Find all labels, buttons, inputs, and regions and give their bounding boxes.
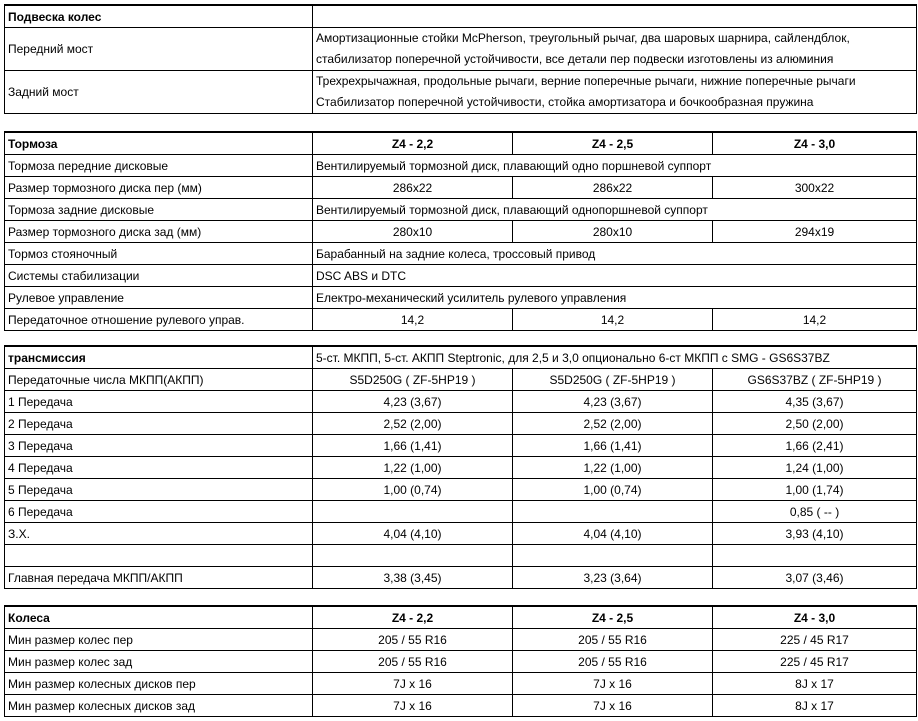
cell-value: 8J x 17 [713, 673, 917, 695]
row-label: Мин размер колесных дисков зад [5, 695, 313, 717]
cell-value: 225 / 45 R17 [713, 651, 917, 673]
table-row [5, 673, 917, 695]
table-row [5, 651, 917, 673]
cell-value: 205 / 55 R16 [313, 629, 513, 651]
cell-value: 3,38 (3,45) [313, 567, 513, 589]
table-row [5, 567, 917, 589]
cell-value: 7J x 16 [513, 673, 713, 695]
front-axle-value: Амортизационные стойки McPherson, треугольный рычаг, два шаровых шарнира, сайлендблок, стабилизатор поперечной устойчивости, все детали пер подвески изготовлены из алюминия [313, 28, 917, 71]
row-label: Передаточное отношение рулевого управ. [5, 309, 313, 331]
cell-value: 1,00 (0,74) [513, 479, 713, 501]
cell-value [513, 545, 713, 567]
transmission-description: 5-ст. МКПП, 5-ст. АКПП Steptronic, для 2,5 и 3,0 опционально 6-ст МКПП с SMG - GS6S37BZ [313, 346, 917, 369]
cell-value: 286x22 [513, 177, 713, 199]
cell-value: 280x10 [513, 221, 713, 243]
table-row [5, 435, 917, 457]
model-header: Z4 - 2,2 [313, 132, 513, 155]
cell-value: 4,35 (3,67) [713, 391, 917, 413]
transmission-title: трансмиссия [5, 346, 313, 369]
cell-value: 3,23 (3,64) [513, 567, 713, 589]
cell-value: 1,24 (1,00) [713, 457, 917, 479]
row-label: Тормоза передние дисковые [5, 155, 313, 177]
row-value: Електро-механический усилитель рулевого управления [313, 287, 917, 309]
empty-cell [313, 5, 917, 28]
row-label: 5 Передача [5, 479, 313, 501]
row-value: Вентилируемый тормозной диск, плавающий одно поршневой суппорт [313, 155, 917, 177]
cell-value: GS6S37BZ ( ZF-5HP19 ) [713, 369, 917, 391]
table-row [5, 391, 917, 413]
table-row [5, 695, 917, 717]
cell-value: 3,07 (3,46) [713, 567, 917, 589]
cell-value: 205 / 55 R16 [313, 651, 513, 673]
cell-value: 225 / 45 R17 [713, 629, 917, 651]
table-row [5, 457, 917, 479]
row-label: Тормоза задние дисковые [5, 199, 313, 221]
rear-axle-label: Задний мост [5, 71, 313, 114]
transmission-table [4, 345, 917, 589]
table-row [5, 629, 917, 651]
cell-value: 7J x 16 [513, 695, 713, 717]
front-axle-label: Передний мост [5, 28, 313, 71]
model-header: Z4 - 2,5 [513, 132, 713, 155]
cell-value: 0,85 ( -- ) [713, 501, 917, 523]
brakes-table [4, 131, 917, 331]
suspension-title: Подвеска колес [5, 5, 313, 28]
row-label: Главная передача МКПП/АКПП [5, 567, 313, 589]
cell-value: 286x22 [313, 177, 513, 199]
cell-value: 280x10 [313, 221, 513, 243]
row-label: Рулевое управление [5, 287, 313, 309]
table-row [5, 177, 917, 199]
wheels-title: Колеса [5, 606, 313, 629]
cell-value: S5D250G ( ZF-5HP19 ) [513, 369, 713, 391]
wheels-table [4, 605, 917, 717]
row-label: 6 Передача [5, 501, 313, 523]
table-row [5, 155, 917, 177]
row-label: Мин размер колес зад [5, 651, 313, 673]
suspension-table [4, 4, 917, 114]
row-label: Размер тормозного диска пер (мм) [5, 177, 313, 199]
cell-value: 3,93 (4,10) [713, 523, 917, 545]
cell-value: 14,2 [713, 309, 917, 331]
table-row [5, 309, 917, 331]
cell-value [313, 501, 513, 523]
cell-value: 205 / 55 R16 [513, 651, 713, 673]
rear-axle-value: Трехрехрычажная, продольные рычаги, верние поперечные рычаги, нижние поперечные рычаги Стабилизатор поперечной устойчивости, стойка амортизатора и бочкообразная пружина [313, 71, 917, 114]
row-value: DSC ABS и DTC [313, 265, 917, 287]
cell-value: 300x22 [713, 177, 917, 199]
cell-value [513, 501, 713, 523]
cell-value: 14,2 [313, 309, 513, 331]
table-row [5, 265, 917, 287]
cell-value: 4,04 (4,10) [313, 523, 513, 545]
cell-value: 4,23 (3,67) [513, 391, 713, 413]
table-row [5, 523, 917, 545]
cell-value [713, 545, 917, 567]
table-row [5, 287, 917, 309]
table-row [5, 221, 917, 243]
row-label: Размер тормозного диска зад (мм) [5, 221, 313, 243]
table-row [5, 369, 917, 391]
row-label: Тормоз стояночный [5, 243, 313, 265]
row-label: 2 Передача [5, 413, 313, 435]
row-label: З.Х. [5, 523, 313, 545]
brakes-title: Тормоза [5, 132, 313, 155]
cell-value: 8J x 17 [713, 695, 917, 717]
cell-value: 7J x 16 [313, 673, 513, 695]
row-label: 4 Передача [5, 457, 313, 479]
cell-value: 4,23 (3,67) [313, 391, 513, 413]
row-label: 1 Передача [5, 391, 313, 413]
model-header: Z4 - 3,0 [713, 132, 917, 155]
cell-value: 1,22 (1,00) [313, 457, 513, 479]
model-header: Z4 - 2,5 [513, 606, 713, 629]
table-row [5, 501, 917, 523]
row-value: Барабанный на задние колеса, троссовый привод [313, 243, 917, 265]
cell-value: 14,2 [513, 309, 713, 331]
row-value: Вентилируемый тормозной диск, плавающий однопоршневой суппорт [313, 199, 917, 221]
table-row [5, 199, 917, 221]
cell-value: 2,52 (2,00) [513, 413, 713, 435]
table-row [5, 243, 917, 265]
cell-value: 7J x 16 [313, 695, 513, 717]
table-row [5, 479, 917, 501]
cell-value: S5D250G ( ZF-5HP19 ) [313, 369, 513, 391]
cell-value: 1,00 (0,74) [313, 479, 513, 501]
row-label [5, 545, 313, 567]
cell-value: 205 / 55 R16 [513, 629, 713, 651]
row-label: 3 Передача [5, 435, 313, 457]
cell-value: 294x19 [713, 221, 917, 243]
cell-value: 1,66 (1,41) [513, 435, 713, 457]
cell-value: 2,52 (2,00) [313, 413, 513, 435]
row-label: Передаточные числа МКПП(АКПП) [5, 369, 313, 391]
model-header: Z4 - 2,2 [313, 606, 513, 629]
cell-value: 1,66 (1,41) [313, 435, 513, 457]
row-label: Мин размер колесных дисков пер [5, 673, 313, 695]
table-row [5, 545, 917, 567]
cell-value: 1,00 (1,74) [713, 479, 917, 501]
cell-value: 4,04 (4,10) [513, 523, 713, 545]
model-header: Z4 - 3,0 [713, 606, 917, 629]
cell-value: 2,50 (2,00) [713, 413, 917, 435]
cell-value: 1,22 (1,00) [513, 457, 713, 479]
cell-value [313, 545, 513, 567]
cell-value: 1,66 (2,41) [713, 435, 917, 457]
row-label: Системы стабилизации [5, 265, 313, 287]
row-label: Мин размер колес пер [5, 629, 313, 651]
table-row [5, 413, 917, 435]
